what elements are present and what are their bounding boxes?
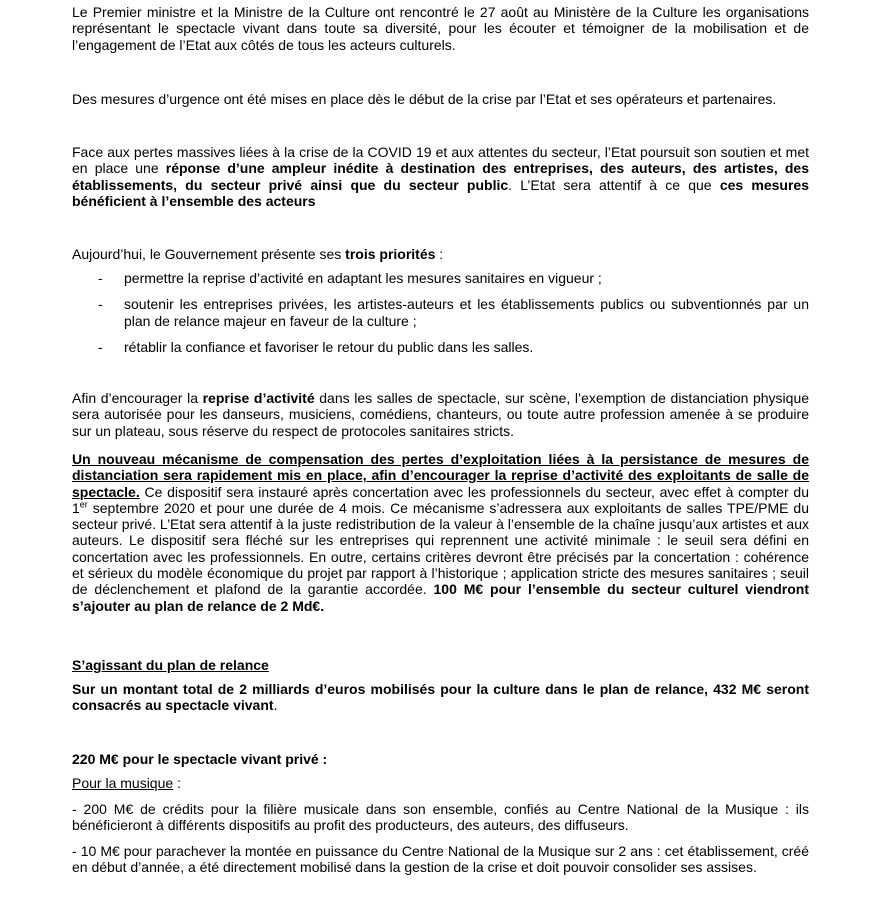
dash-bullet: - bbox=[98, 296, 103, 313]
text-run: Face aux pertes massives liées à la crise de la COVID 19 et aux attentes du secteur, l’Etat poursuit son soutien et met en place une bbox=[72, 144, 809, 177]
paragraph-urgent-measures: Des mesures d’urgence ont été mises en place dès le début de la crise par l’Etat et ses opérateurs et partenaires. bbox=[72, 91, 777, 107]
text-run: . L’Etat sera attentif à ce que bbox=[508, 176, 720, 193]
text-run: Afin d’encourager la bbox=[72, 390, 203, 406]
paragraph-compensation bbox=[72, 451, 809, 614]
text-bold: trois priorités bbox=[345, 246, 436, 262]
text-bold: ces mesures bénéficient à l’ensemble des acteurs bbox=[72, 176, 810, 209]
text-bold: réponse d’une ampleur inédite à destination des entreprises, des auteurs, des artistes, des établissements, du secteur privé ainsi que du secteur public bbox=[72, 160, 809, 193]
list-item-text: permettre la reprise d’activité en adaptant les mesures sanitaires en vigueur ; bbox=[124, 270, 602, 286]
list-item bbox=[72, 296, 809, 329]
text-underlined: Pour la musique bbox=[72, 775, 174, 791]
text-bold: Sur un montant total de 2 milliards d’euros mobilisés pour la culture dans le plan de relance, 432 M€ seront consacrés au spectacle vivant bbox=[72, 681, 809, 714]
text-run: : bbox=[173, 775, 181, 791]
text-run: septembre 2020 et pour une durée de 4 mois. Ce mécanisme s’adressera aux exploitants de salles TPE/PME du secteur privé. L’Etat sera attentif à la juste redistribution de la valeur à l’ensemble de la chaîne jusqu’aux artistes et aux auteurs. Le dispositif sera fléché sur les entreprises qui reprennent une activité minimale : le seuil sera défini en concertation avec les professionnels. En outre, certains critères devront être précisés par la concertation : cohérence et sérieux du modèle économique du projet par rapport à l’historique ; application stricte des mesures sanitaires ; seuil de déclenchement et plafond de la garantie accordée. bbox=[72, 499, 809, 598]
paragraph-resumption bbox=[72, 390, 809, 439]
text-run: dans les salles de spectacle, sur scène, l’exemption de distanciation physique sera autorisée pour les danseurs, musiciens, comédiens, chanteurs, ou toute autre profession amenée à se produire sur un plateau, sous réserve du respect de protocoles sanitaires stricts. bbox=[72, 390, 810, 439]
text-run: : bbox=[435, 246, 444, 262]
paragraph-music-10m: - 10 M€ pour parachever la montée en puissance du Centre National de la Musique sur 2 ans : cet établissement, créé en début d’année, a été directement mobilisé dans la gestion de la crise et doit pouvoir consolider ses assises. bbox=[72, 843, 809, 876]
list-item bbox=[72, 270, 809, 286]
text-run: Aujourd’hui, le Gouvernement présente ses bbox=[72, 246, 346, 262]
text-run: . bbox=[273, 697, 278, 714]
superscript: er bbox=[79, 499, 88, 510]
heading-relaunch-plan: S’agissant du plan de relance bbox=[72, 657, 269, 673]
list-item bbox=[72, 339, 809, 355]
text-run: Ce dispositif sera instauré après concertation avec les professionnels du secteur, avec effet à compter du 1 bbox=[72, 483, 809, 516]
text-bold-underlined: Un nouveau mécanisme de compensation des pertes d’exploitation liées à la persistance de mesures de distanciation sera rapidement mis en place, afin d’encourager la reprise d’activité des exploitants de salle de spectacle. bbox=[72, 451, 809, 500]
paragraph-state-support bbox=[72, 144, 809, 209]
heading-music bbox=[72, 775, 809, 791]
paragraph-music-200m: - 200 M€ de crédits pour la filière musicale dans son ensemble, confiés au Centre National de la Musique : ils bénéficieront à différents dispositifs au profit des producteurs, des auteurs, des diffuseurs. bbox=[72, 801, 809, 834]
priorities-list bbox=[72, 270, 809, 355]
dash-bullet: - bbox=[98, 338, 103, 355]
text-bold: 100 M€ pour l’ensemble du secteur culturel viendront s’ajouter au plan de relance de 2 Md€. bbox=[72, 581, 809, 614]
heading-private-live-performance: 220 M€ pour le spectacle vivant privé : bbox=[72, 751, 328, 767]
paragraph-relaunch-total bbox=[72, 681, 809, 714]
paragraph-priorities-intro bbox=[72, 246, 809, 262]
text-bold: reprise d’activité bbox=[202, 390, 315, 406]
list-item-text: rétablir la confiance et favoriser le retour du public dans les salles. bbox=[124, 338, 534, 355]
paragraph-meeting: Le Premier ministre et la Ministre de la Culture ont rencontré le 27 août au Ministère de la Culture les organisations représentant le spectacle vivant dans toute sa diversité, pour les écouter et témoigner de la mobilisation et de l’engagement de l’Etat aux côtés de tous les acteurs culturels. bbox=[72, 4, 809, 53]
list-item-text: soutenir les entreprises privées, les artistes-auteurs et les établissements publics ou subventionnés par un plan de relance majeur en faveur de la culture ; bbox=[124, 296, 809, 329]
dash-bullet: - bbox=[98, 270, 103, 286]
